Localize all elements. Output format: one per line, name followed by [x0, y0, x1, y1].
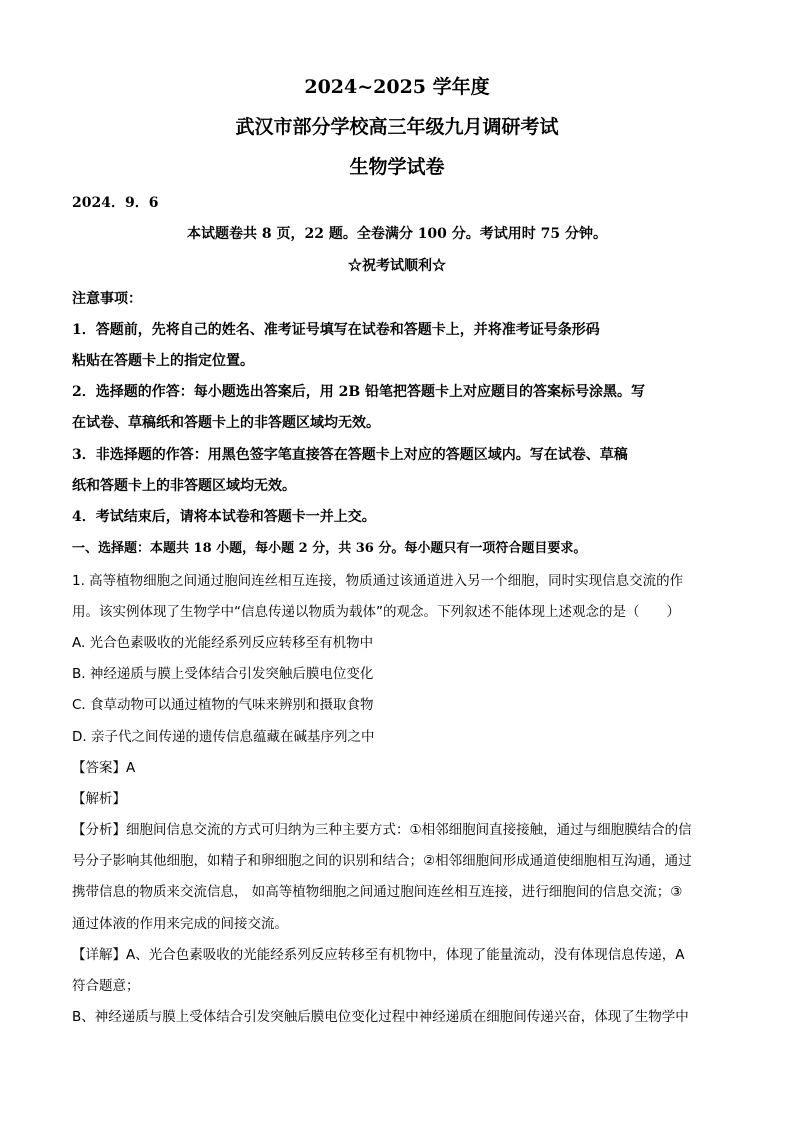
fenxi-text: 号分子影响其他细胞，如精子和卵细胞之间的识别和结合；②相邻细胞间形成通道使细胞相互沟通，通过 — [72, 853, 692, 869]
notes-heading: 注意事项： — [72, 291, 142, 307]
exam-subject: 生物学试卷 — [349, 156, 445, 178]
answer-line — [72, 756, 135, 776]
exam-intro: 本试题卷共 8 页，22 题。全卷满分 100 分。考试用时 75 分钟。 — [186, 226, 608, 242]
notes-line: 粘贴在答题卡上的指定位置。 — [72, 353, 254, 369]
fenxi-line — [72, 818, 692, 838]
option-a: A. 光合色素吸收的光能经系列反应转移至有机物中 — [72, 635, 374, 651]
xiangjie-text: B、神经递质与膜上受体结合引发突触后膜电位变化过程中神经递质在细胞间传递兴奋，体现了生物学中 — [72, 1009, 689, 1025]
question-stem: 1. 高等植物细胞之间通过胞间连丝相互连接，物质通过该通道进入另一个细胞，同时实现信息交流的作 — [72, 573, 684, 589]
xiangjie-label: 【详解】 — [72, 947, 126, 963]
notes-line: 2．选择题的作答：每小题选出答案后，用 2B 铅笔把答题卡上对应题目的答案标号涂黑。写 — [72, 384, 646, 400]
fenxi-text: 通过体液的作用来完成的间接交流。 — [72, 916, 288, 932]
option-c: C. 食草动物可以通过植物的气味来辨别和摄取食物 — [72, 697, 374, 713]
answer-value: A — [126, 760, 136, 776]
exam-wish: ☆祝考试顺利☆ — [348, 258, 446, 274]
exam-year: 2024~2025 学年度 — [304, 76, 490, 98]
section-heading: 一、选择题：本题共 18 小题，每小题 2 分，共 36 分。每小题只有一项符合题目要求。 — [72, 541, 587, 556]
fenxi-text: 携带信息的物质来交流信息， 如高等植物细胞之间通过胞间连丝相互连接，进行细胞间的信息交流；③ — [72, 884, 683, 900]
xiangjie-text: A、光合色素吸收的光能经系列反应转移至有机物中，体现了能量流动，没有体现信息传递，A — [126, 947, 685, 963]
fenxi-label: 【分析】 — [72, 822, 126, 838]
notes-line: 纸和答题卡上的非答题区域均无效。 — [72, 478, 296, 494]
option-d: D. 亲子代之间传递的遗传信息蕴藏在碱基序列之中 — [72, 729, 375, 745]
answer-label: 【答案】 — [72, 760, 126, 776]
exam-title: 武汉市部分学校高三年级九月调研考试 — [235, 116, 559, 138]
exam-date: 2024．9．6 — [72, 195, 159, 211]
fenxi-text: 细胞间信息交流的方式可归纳为三种主要方式：①相邻细胞间直接接触，通过与细胞膜结合的信 — [126, 822, 692, 838]
xiangjie-line — [72, 943, 684, 963]
option-b: B. 神经递质与膜上受体结合引发突触后膜电位变化 — [72, 666, 374, 682]
question-stem: 用。该实例体现了生物学中“信息传递以物质为载体”的观念。下列叙述不能体现上述观念的是（ ） — [72, 604, 680, 620]
notes-line: 3．非选择题的作答：用黑色签字笔直接答在答题卡上对应的答题区域内。写在试卷、草稿 — [72, 447, 628, 463]
xiangjie-text: 符合题意； — [72, 978, 140, 994]
analysis-label: 【解析】 — [72, 791, 126, 807]
notes-line: 在试卷、草稿纸和答题卡上的非答题区域均无效。 — [72, 415, 380, 431]
notes-line: 4．考试结束后，请将本试卷和答题卡一并上交。 — [72, 509, 376, 525]
notes-line: 1．答题前，先将自己的姓名、准考证号填写在试卷和答题卡上，并将准考证号条形码 — [72, 322, 600, 338]
